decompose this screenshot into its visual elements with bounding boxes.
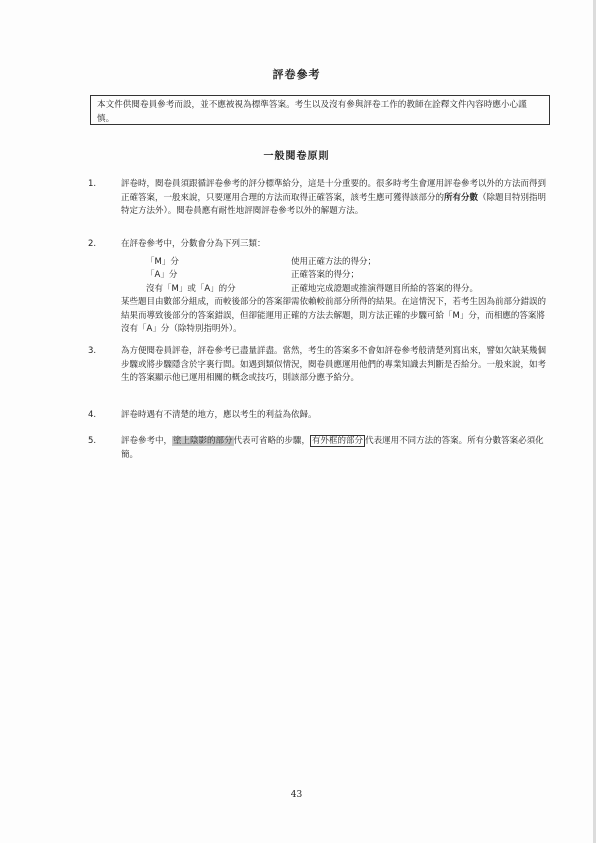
- mark-type-a: [121, 269, 553, 283]
- item-number: 3.: [88, 346, 97, 356]
- section-title: 一般閱卷原則: [263, 151, 330, 162]
- item-number: 5.: [88, 436, 97, 446]
- disclaimer-box: 本文件供閱卷員參考而設，並不應被視為標準答案。考生以及沒有參與評卷工作的教師在詮釋文件內容時應小心謹慎。: [90, 95, 550, 125]
- page-title: 評卷參考: [272, 68, 321, 81]
- shaded-example: 塗上陰影的部分: [173, 436, 233, 446]
- item-text: 代表可省略的步驟，: [233, 436, 311, 446]
- item-text: （除題目特別指明特定方法外）。閱卷員應有耐性地評閱評卷參考以外的解題方法。: [121, 192, 547, 216]
- item-body: [121, 178, 553, 219]
- item-number: 2.: [88, 239, 97, 249]
- mark-type-label: 沒有「M」或「A」的分: [146, 283, 236, 294]
- item-text: 評卷參考中，: [121, 436, 173, 446]
- bold-emphasis: 所有分數: [444, 192, 479, 203]
- item-text: 為方便閱卷員評卷，評卷參考已盡量詳盡。當然，考生的答案多不會如評卷參考般清楚列寫出來，譬如欠缺某幾個步驟或將步驟隱含於字裏行間。如遇到類似情況，閱卷員應運用他們的專業知識去判斷是否給分。一般來說，如考生的答案顯示他已運用相關的概念或技巧，則該部分應予給分。: [121, 346, 547, 383]
- mark-type-m: [121, 256, 553, 270]
- item-body: [121, 409, 553, 423]
- page-number: 43: [290, 790, 303, 800]
- mark-type-desc: 正確答案的得分；: [291, 270, 360, 280]
- boxed-example: 有外框的部分: [312, 436, 364, 446]
- mark-type-desc: 正確地完成證題或推演得題目所給的答案的得分。: [291, 283, 479, 294]
- item-number: 4.: [88, 410, 97, 420]
- item-text: 代表運用不同方法的答案。所有分數答案必須化簡。: [121, 436, 544, 460]
- mark-type-none: [121, 283, 553, 297]
- item-body: [121, 345, 553, 386]
- item-intro: 在評卷參考中，分數會分為下列三類：: [121, 239, 266, 249]
- item-text: 評卷時，閱卷員須跟循評卷參考的評分標準給分，這是十分重要的。很多時考生會運用評卷參考以外的方法而得到正確答案，一般來說，只要運用合理的方法而取得正確答案，該考生應可獲得該部分的: [121, 179, 547, 203]
- item-number: 1.: [88, 179, 97, 189]
- mark-type-desc: 使用正確方法的得分；: [291, 256, 377, 267]
- mark-type-label: 「M」分: [146, 256, 179, 267]
- item-text: 某些題目由數部分組成，而較後部分的答案卻需依賴較前部分所得的結果。在這情況下，若考生因為前部分錯誤的結果而導致後部分的答案錯誤，但卻能運用正確的方法去解題，則方法正確的步驟可給「M」分，而相應的答案將沒有「A」分（除特別指明外）。: [121, 297, 547, 334]
- item-body: [121, 435, 553, 462]
- item-text: 評卷時遇有不清楚的地方，應以考生的利益為依歸。: [121, 410, 317, 420]
- mark-type-label: 「A」分: [146, 270, 178, 280]
- item-body: [121, 238, 553, 337]
